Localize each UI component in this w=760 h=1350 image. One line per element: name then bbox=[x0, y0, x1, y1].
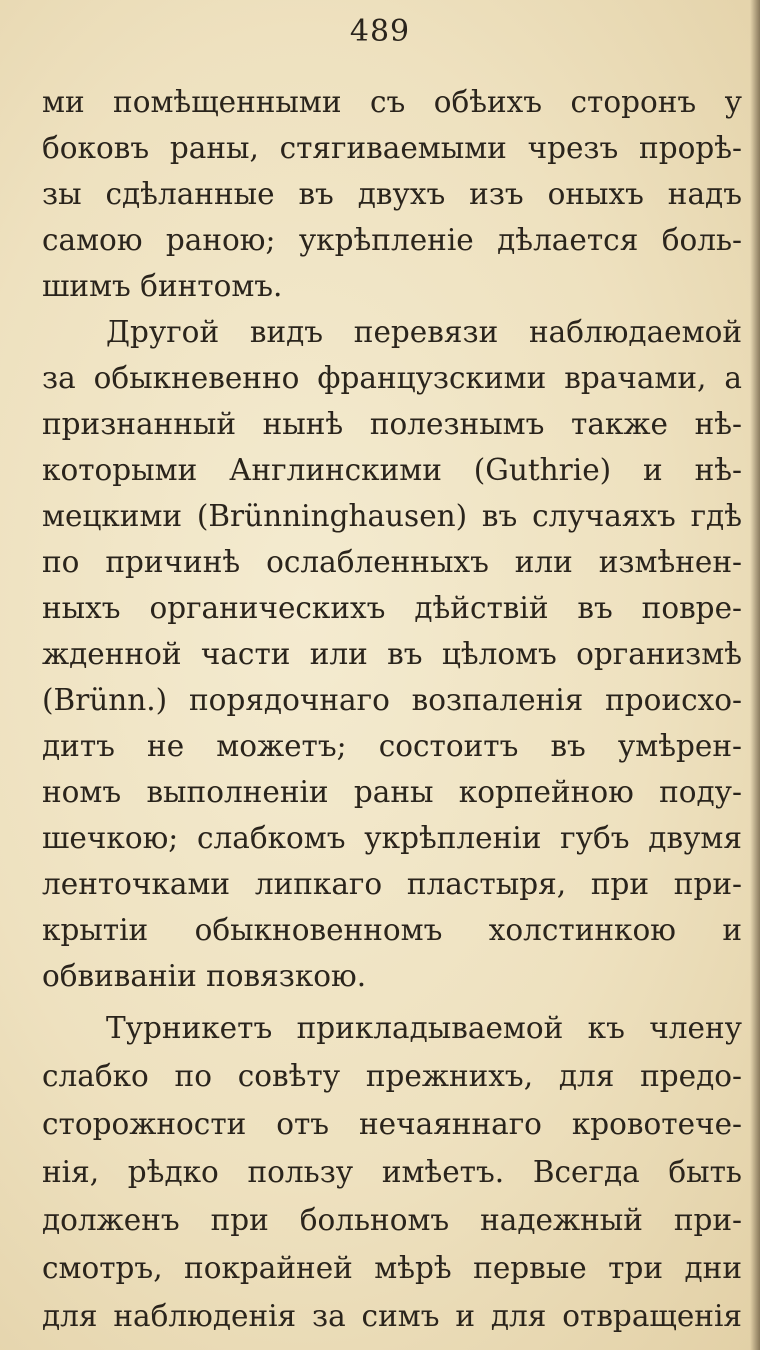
text-line: обвиваніи повязкою. bbox=[42, 959, 367, 993]
text-line: для наблюденія за симъ и для отвращенія bbox=[42, 1299, 742, 1333]
text-line: смотръ, покрайней мѣрѣ первые три дни bbox=[42, 1251, 742, 1285]
text-line: номъ выполненіи раны корпейною поду- bbox=[42, 775, 742, 809]
text-line: ныхъ органическихъ дѣйствій въ повре- bbox=[42, 591, 742, 625]
text-line: Другой видъ перевязи наблюдаемой bbox=[106, 315, 742, 349]
text-line: боковъ раны, стягиваемыми чрезъ прорѣ- bbox=[42, 131, 742, 165]
text-line: признанный нынѣ полезнымъ также нѣ- bbox=[42, 407, 742, 441]
text-line: жденной части или въ цѣломъ организмѣ bbox=[42, 637, 742, 671]
text-line: шечкою; слабкомъ укрѣпленіи губъ двумя bbox=[42, 821, 742, 855]
text-line: нія, рѣдко пользу имѣетъ. Всегда быть bbox=[42, 1155, 742, 1189]
page-edge-shadow bbox=[750, 0, 760, 1350]
text-line: за обыкневенно французскими врачами, а bbox=[42, 361, 742, 395]
text-line: дитъ не можетъ; состоитъ въ умѣрен- bbox=[42, 729, 742, 763]
text-line: по причинѣ ослабленныхъ или измѣнен- bbox=[42, 545, 742, 579]
text-line: мецкими (Brünninghausen) въ случаяхъ гдѣ bbox=[42, 499, 742, 533]
text-line: ми помѣщенными съ обѣихъ сторонъ у bbox=[42, 85, 742, 119]
text-line: самою раною; укрѣпленіе дѣлается боль- bbox=[42, 223, 742, 257]
text-line: шимъ бинтомъ. bbox=[42, 269, 283, 303]
text-line: зы сдѣланные въ двухъ изъ оныхъ надъ bbox=[42, 177, 742, 211]
text-line: крытіи обыкновенномъ холстинкою и bbox=[42, 913, 742, 947]
text-line: Турникетъ прикладываемой къ члену bbox=[106, 1011, 742, 1045]
text-line: которыми Англинскими (Guthrie) и нѣ- bbox=[42, 453, 742, 487]
text-line: долженъ при больномъ надежный при- bbox=[42, 1203, 742, 1237]
text-line: слабко по совѣту прежнихъ, для предо- bbox=[42, 1059, 742, 1093]
page-number: 489 bbox=[349, 14, 411, 49]
text-line: (Brünn.) порядочнаго возпаленія происхо- bbox=[42, 683, 742, 717]
text-line: ленточками липкаго пластыря, при при- bbox=[42, 867, 742, 901]
text-line: сторожности отъ нечаяннаго кровотече- bbox=[42, 1107, 742, 1141]
